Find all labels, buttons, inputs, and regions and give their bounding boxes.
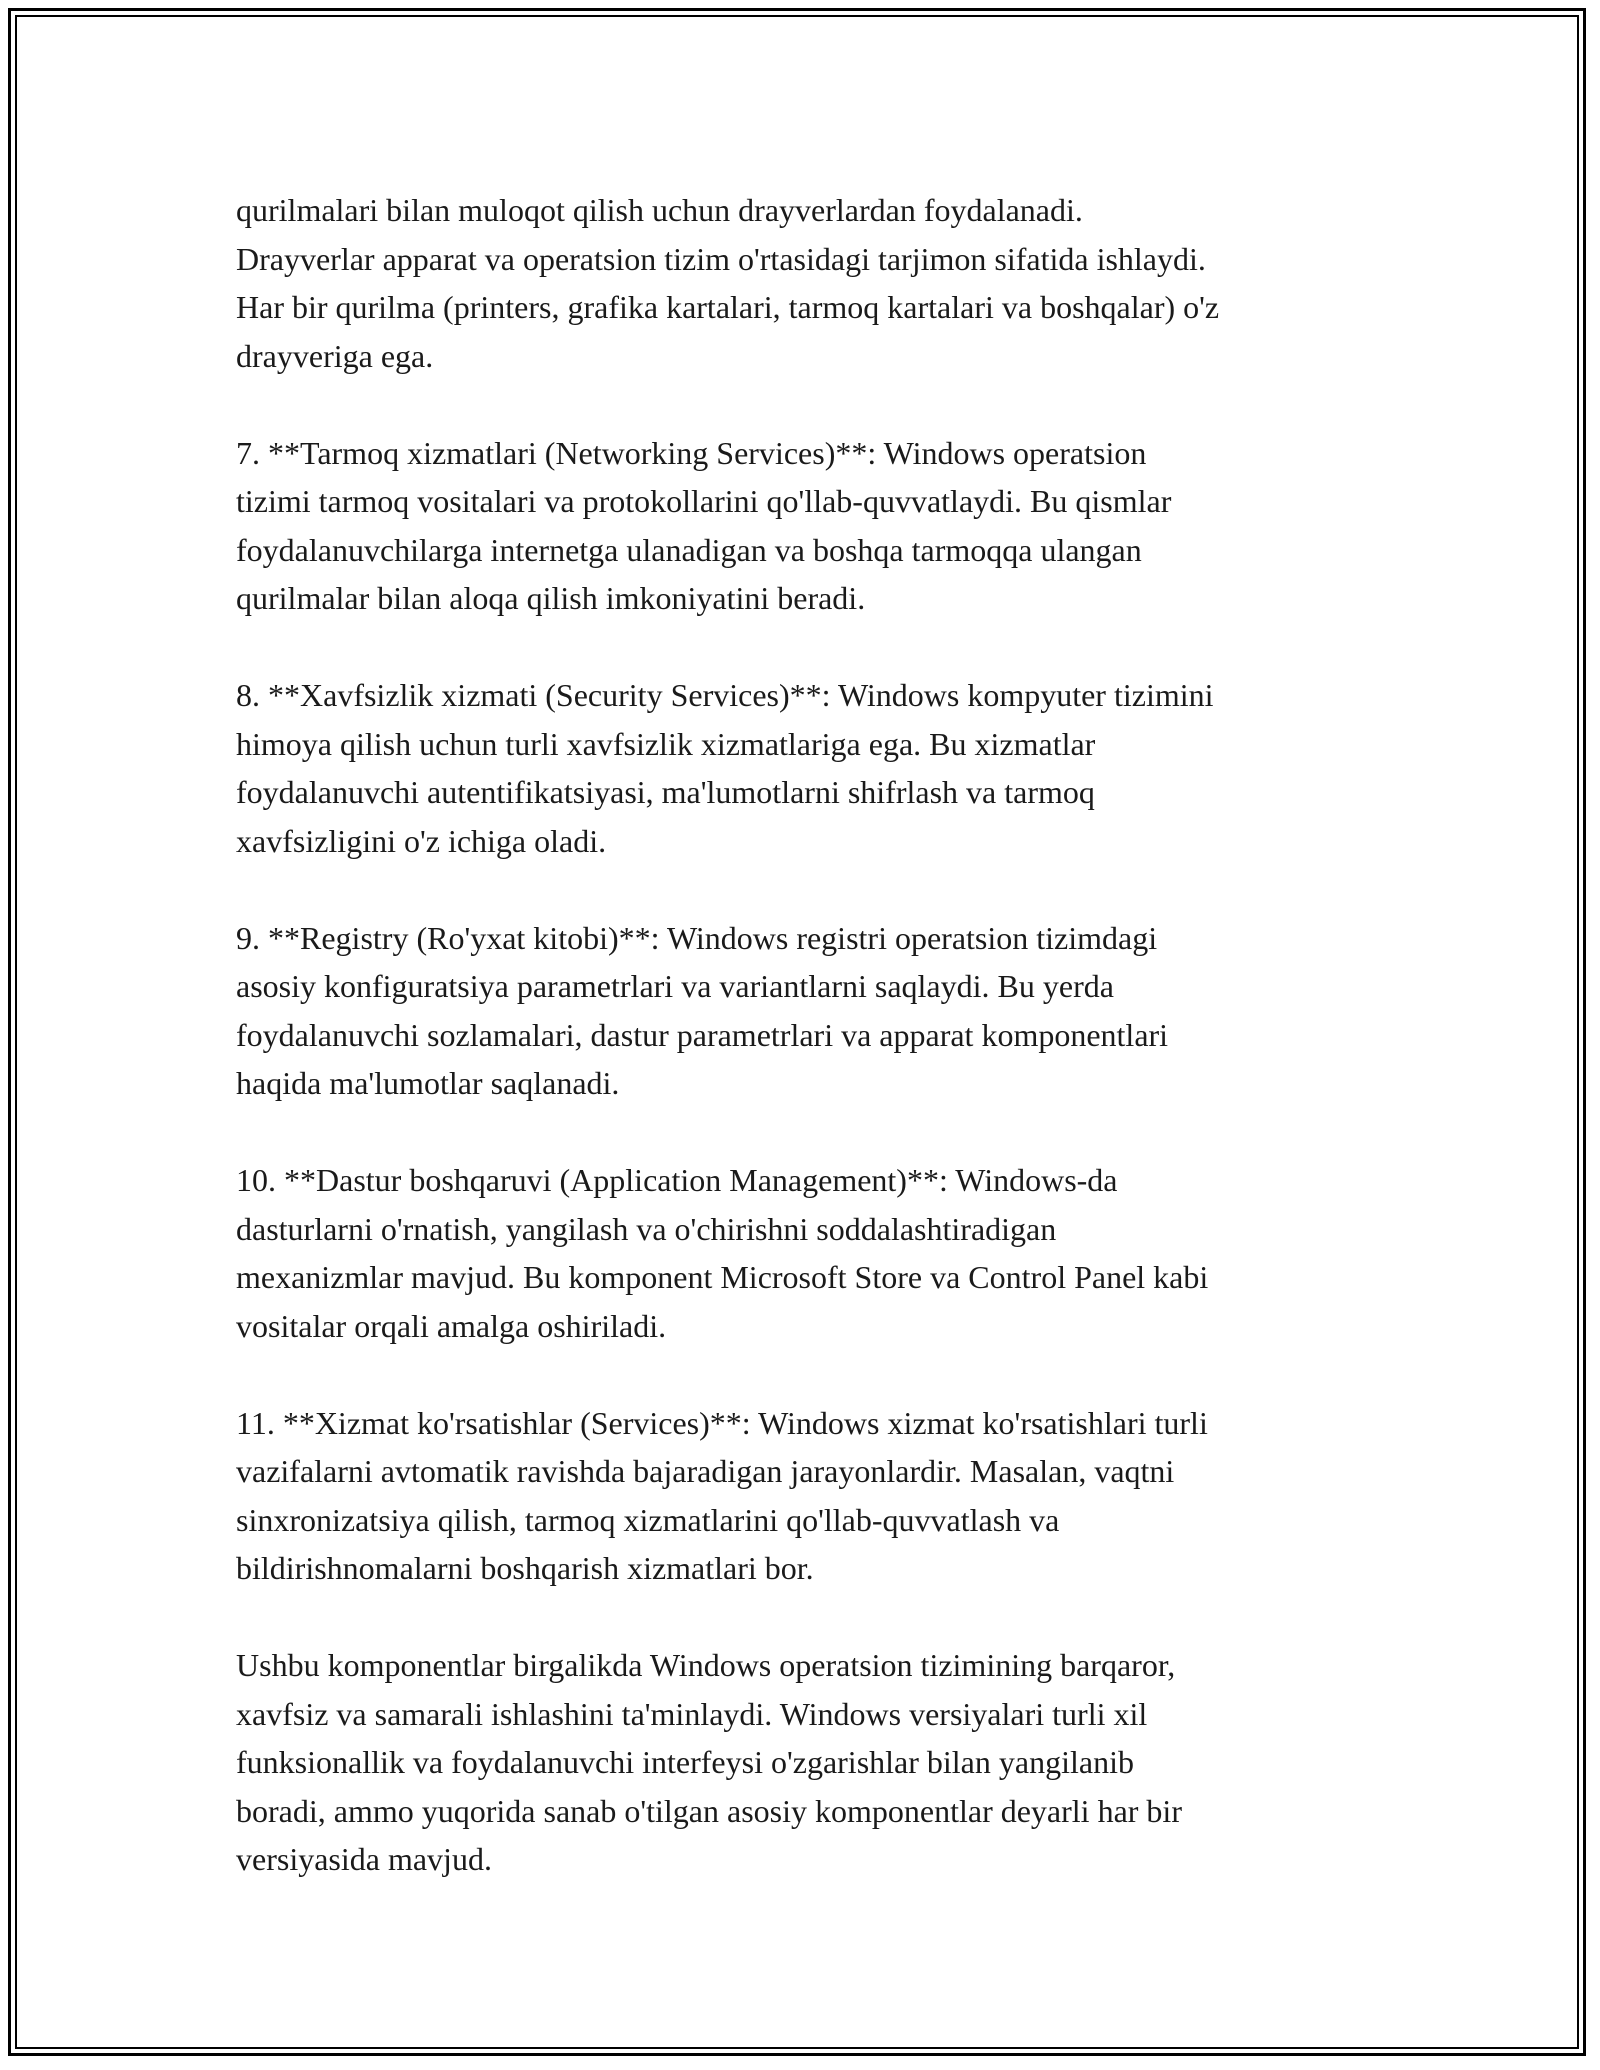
document-body — [236, 186, 1386, 1884]
paragraph-registry: 9. **Registry (Ro'yxat kitobi)**: Windows registri operatsion tizimdagi asosiy konfiguratsiya parametrlari va variantlarni saqlaydi. Bu yerda foydalanuvchi sozlamalari, dastur parametrlari va apparat komponentlari haqida ma'lumotlar saqlanadi. — [236, 919, 1169, 1101]
paragraph-application-management: 10. **Dastur boshqaruvi (Application Management)**: Windows-da dasturlarni o'rnatish, yangilash va o'chirishni soddalashtiradigan mexanizmlar mavjud. Bu komponent Microsoft Store va Control Panel kabi vositalar orqali amalga oshiriladi. — [236, 1162, 1209, 1344]
paragraph-security-services: 8. **Xavfsizlik xizmati (Security Services)**: Windows kompyuter tizimini himoya qilish uchun turli xavfsizlik xizmatlariga ega. Bu xizmatlar foydalanuvchi autentifikatsiyasi, ma'lumotlarni shifrlash va tarmoq xavfsizligini o'z ichiga oladi. — [236, 677, 1214, 859]
paragraph-services: 11. **Xizmat ko'rsatishlar (Services)**: Windows xizmat ko'rsatishlari turli vazifalarni avtomatik ravishda bajaradigan jarayonlardir. Masalan, vaqtni sinxronizatsiya qilish, tarmoq xizmatlarini qo'llab-quvvatlash va bildirishnomalarni boshqarish xizmatlari bor. — [236, 1404, 1208, 1586]
paragraph-networking-services: 7. **Tarmoq xizmatlari (Networking Services)**: Windows operatsion tizimi tarmoq vositalari va protokollarini qo'llab-quvvatlaydi. Bu qismlar foydalanuvchilarga internetga ulanadigan va boshqa tarmoqqa ulangan qurilmalar bilan aloqa qilish imkoniyatini beradi. — [236, 434, 1172, 616]
paragraph-drivers-continued: qurilmalari bilan muloqot qilish uchun drayverlardan foydalanadi. Drayverlar apparat va operatsion tizim o'rtasidagi tarjimon sifatida ishlaydi. Har bir qurilma (printers, grafika kartalari, tarmoq kartalari va boshqalar) o'z drayveriga ega. — [236, 192, 1220, 374]
paragraph-conclusion: Ushbu komponentlar birgalikda Windows operatsion tizimining barqaror, xavfsiz va samarali ishlashini ta'minlaydi. Windows versiyalari turli xil funksionallik va foydalanuvchi interfeysi o'zgarishlar bilan yangilanib boradi, ammo yuqorida sanab o'tilgan asosiy komponentlar deyarli har bir versiyasida mavjud. — [236, 1647, 1182, 1877]
